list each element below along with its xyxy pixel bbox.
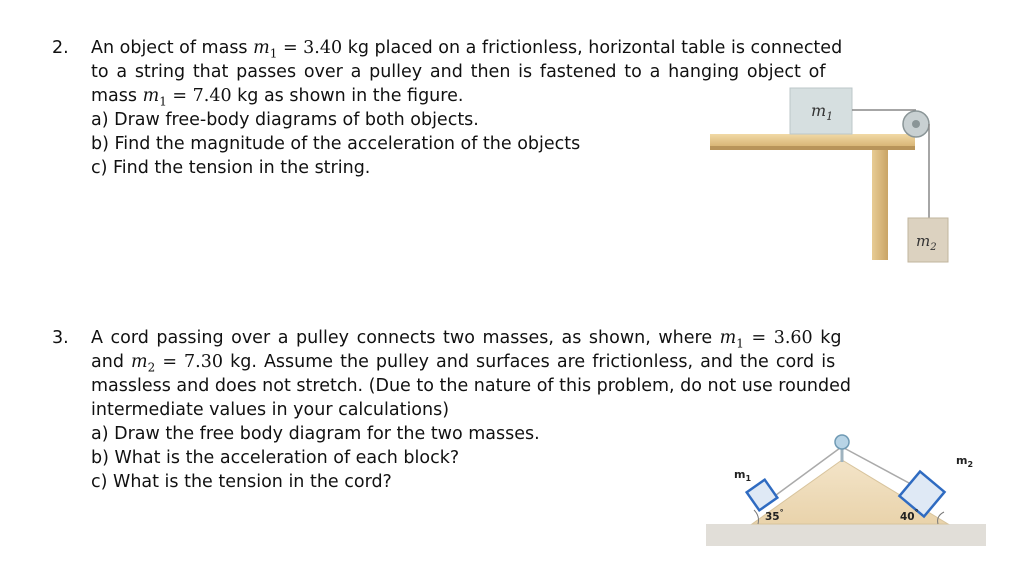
angle-right-value: 40 xyxy=(900,511,915,523)
var-m1-value: = 3.40 xyxy=(277,38,343,58)
table-pulley-figure xyxy=(710,80,950,270)
var-m1-sub: 1 xyxy=(269,46,278,61)
var-m1-second-letter: m xyxy=(142,86,160,106)
incline-label-m2-sub: 2 xyxy=(967,460,974,469)
angle-left-value: 35 xyxy=(765,511,780,523)
var-m1-second-sub: 1 xyxy=(159,94,167,109)
problem-2-item-c: c) Find the tension in the string. xyxy=(91,158,371,178)
problem-3-line-4: intermediate values in your calculations) xyxy=(91,400,450,420)
problem-3-item-a: a) Draw the free body diagram for the two masses. xyxy=(91,424,540,444)
problem-2-line-1-text: An object of mass xyxy=(91,38,254,58)
problem-3-line-1-text: A cord passing over a pulley connects two masses, as shown, where xyxy=(91,328,720,348)
incline-label-m1-letter: m xyxy=(734,468,746,481)
incline-label-m1 xyxy=(734,468,751,483)
problem-2-number: 2. xyxy=(52,38,69,58)
var-p3-m2 xyxy=(131,352,224,375)
label-m1-letter: m xyxy=(811,101,827,120)
label-m2-letter: m xyxy=(916,232,931,250)
label-m2-sub: 2 xyxy=(930,242,937,253)
problem-3-item-c: c) What is the tension in the cord? xyxy=(91,472,392,492)
incline-label-m1-sub: 1 xyxy=(745,474,752,483)
var-p3-m1 xyxy=(719,328,813,351)
double-incline-figure xyxy=(700,420,990,552)
var-p3-m2-value: = 7.30 xyxy=(155,352,224,372)
label-m1-sub: 1 xyxy=(826,110,834,123)
problem-3-line-1-rest: kg xyxy=(812,328,842,348)
angle-right-degree: ° xyxy=(914,508,919,517)
incline-label-m2-letter: m xyxy=(956,454,968,467)
problem-3-line-2-text: and xyxy=(91,352,131,372)
problem-3-line-3: massless and does not stretch. (Due to the nature of this problem, do not use rounded xyxy=(91,376,851,396)
problem-3-line-2-rest: kg. Assume the pulley and surfaces are frictionless, and the cord is xyxy=(223,352,836,372)
var-m1-letter: m xyxy=(253,38,270,58)
var-p3-m1-sub: 1 xyxy=(736,336,744,351)
problem-3-item-b: b) What is the acceleration of each block? xyxy=(91,448,460,468)
ground xyxy=(706,524,986,546)
var-p3-m2-letter: m xyxy=(131,352,148,372)
problem-2-line-1-rest: kg placed on a frictionless, horizontal table is connected xyxy=(342,38,843,58)
block-m1-incline xyxy=(747,480,778,511)
table-top xyxy=(710,134,915,146)
problem-2-line-3-rest: kg as shown in the figure. xyxy=(231,86,464,106)
angle-left-degree: ° xyxy=(779,508,784,517)
problem-3-number: 3. xyxy=(52,328,69,348)
var-p3-m1-letter: m xyxy=(719,328,737,348)
var-m1 xyxy=(253,38,343,61)
var-m1-second xyxy=(142,86,232,109)
problem-2-line-2: to a string that passes over a pulley and then is fastened to a hanging object of xyxy=(91,62,826,82)
problem-2-item-a: a) Draw free-body diagrams of both objects. xyxy=(91,110,479,130)
var-p3-m2-sub: 2 xyxy=(147,360,156,375)
pulley-axle xyxy=(912,120,920,128)
problem-2-line-3-text: mass xyxy=(91,86,143,106)
problem-2-item-b: b) Find the magnitude of the acceleration of the objects xyxy=(91,134,581,154)
var-p3-m1-value: = 3.60 xyxy=(743,328,813,348)
table-edge xyxy=(710,146,915,150)
table-leg xyxy=(872,150,888,260)
incline-label-m2 xyxy=(956,454,973,469)
var-m1-second-value: = 7.40 xyxy=(166,86,232,106)
pulley-wheel-top xyxy=(835,435,849,449)
